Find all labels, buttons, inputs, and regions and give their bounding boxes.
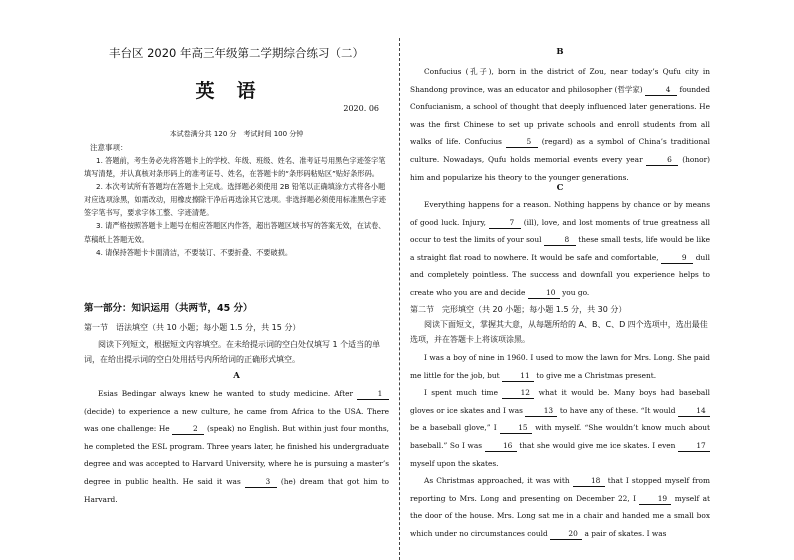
note-item: 2. 本次考试所有答题均在答题卡上完成。选择题必须使用 2B 铅笔以正确填涂方式将各小题对应选项涂黑，如需改动，用橡皮擦除干净后再选涂其它选项。非选择题必须使用标准黑色字迹签字笔书写，要求字体工整、字迹清楚。 — [84, 182, 386, 218]
cloze-passage — [410, 349, 710, 543]
passage-text: myself upon the skates. — [410, 458, 499, 468]
blank-13[interactable]: 13 — [525, 405, 557, 417]
passage-text: Everything happens for a reason. Nothing happens by chance or by means of good luck. Injury, — [410, 200, 710, 227]
passage-text: (regard) as a symbol of China’s traditional culture. Nowadays, Qufu holds memorial events every year — [410, 137, 710, 164]
passage-text: you go. — [562, 287, 590, 297]
passage-text: I was a boy of nine in 1960. I used to mow the lawn for Mrs. Long. She paid me little for the job, but — [410, 353, 710, 380]
passage-text: (honor) him and popularize his theory to the younger generations. — [410, 154, 710, 182]
passage-a — [84, 385, 389, 508]
blank-15[interactable]: 15 — [500, 422, 532, 434]
passage-text: As Christmas approached, it was with — [424, 476, 570, 486]
passage-text: (he) dream that got him to Harvard. — [84, 476, 389, 504]
blank-19[interactable]: 19 — [639, 493, 671, 505]
exam-title: 丰台区 2020 年高三年级第二学期综合练习（二） — [108, 46, 365, 60]
passage-text: that I stopped myself from reporting to Mrs. Long and presenting on December 22, I — [410, 476, 710, 503]
exam-info: 本试卷满分共 120 分 考试时间 100 分钟 — [169, 130, 304, 138]
passage-text: (speak) no English. But within just four months, he completed the ESL program. Three years later, he finished his undergraduate degree and was accepted to Harvard University, where he is pursuing a master’s degree in public health. He said it was — [84, 424, 389, 486]
section2-heading: 第二节 完形填空（共 20 小题；每小题 1.5 分，共 30 分） — [410, 305, 627, 314]
passage-text: these small tests, life would be like a straight flat road to nowhere. It would be safe and comfortable, — [410, 235, 710, 262]
column-divider — [399, 38, 400, 560]
passage-c — [410, 196, 710, 302]
blank-5[interactable]: 5 — [506, 136, 538, 148]
instruction-text: 阅读下列短文，根据短文内容填空。在未给提示词的空白处仅填写 1 个适当的单词，在给出提示词的空白处用括号内所给词的正确形式填空。 — [84, 340, 381, 364]
passage-b-label: B — [556, 47, 564, 57]
blank-18[interactable]: 18 — [573, 475, 605, 487]
passage-text: be a baseball glove,” I — [410, 423, 497, 433]
passage-a-label: A — [233, 371, 240, 381]
passage-text: founded Confucianism, a school of thought that deeply influenced later generations. He was the first Chinese to set up private schools and enroll students from all walks of life. Confucius — [410, 84, 710, 147]
blank-8[interactable]: 8 — [544, 234, 576, 246]
blank-3[interactable]: 3 — [245, 476, 277, 488]
notes-heading: 注意事项： — [90, 143, 128, 152]
blank-17[interactable]: 17 — [678, 440, 710, 452]
blank-2[interactable]: 2 — [172, 423, 204, 435]
passage-text: Esias Bedingar always knew he wanted to study medicine. After — [98, 389, 354, 398]
section2-instruction — [410, 317, 710, 347]
passage-text: (decide) to experience a new culture, he came from Africa to the USA. There was one challenge: He — [84, 406, 389, 434]
blank-16[interactable]: 16 — [485, 440, 517, 452]
blank-6[interactable]: 6 — [646, 154, 678, 166]
passage-text: to give me a Christmas present. — [536, 370, 657, 380]
exam-date: 2020. 06 — [343, 104, 379, 113]
blank-9[interactable]: 9 — [661, 252, 693, 264]
part1-heading: 第一部分：知识运用（共两节，45 分） — [84, 303, 253, 314]
passage-c-label: C — [556, 183, 564, 193]
blank-1[interactable]: 1 — [357, 388, 389, 400]
passage-text: myself at the door of the house. Mrs. Long sat me in a chair and handed me a small box which under no circumstances could — [410, 493, 710, 538]
blank-14[interactable]: 14 — [678, 405, 710, 417]
blank-7[interactable]: 7 — [489, 217, 521, 229]
passage-b — [410, 63, 710, 186]
passage-text: that she would give me ice skates. I even — [519, 440, 676, 450]
section1-heading: 第一节 语法填空（共 10 小题；每小题 1.5 分，共 15 分） — [84, 323, 301, 332]
subject-title: 英语 — [195, 80, 278, 102]
note-item: 3. 请严格按照答题卡上题号在相应答题区内作答，超出答题区域书写的答案无效，在试卷、草稿纸上答题无效。 — [84, 221, 386, 244]
note-item: 1. 答题前，考生务必先将答题卡上的学校、年级、班级、姓名、准考证号用黑色字迹签字笔填写清楚，并认真核对条形码上的准考证号、姓名，在答题卡的“条形码粘贴区”贴好条形码。 — [84, 156, 386, 179]
section1-instruction — [84, 337, 389, 367]
passage-text: a pair of skates. I was — [584, 528, 667, 538]
note-item: 4. 请保持答题卡卡面清洁，不要装订、不要折叠、不要破损。 — [96, 247, 293, 257]
passage-text: (ill), love, and lost moments of true greatness all occur to test the limits of your soul — [410, 217, 710, 245]
passage-text: what it would be. Many boys had baseball gloves or ice skates and I was — [410, 388, 710, 415]
passage-text: I spent much time — [424, 388, 498, 398]
passage-text: Confucius (孔子), born in the district of Zou, near today’s Qufu city in Shandong province, was an educator and philosopher (哲学家) — [410, 67, 710, 94]
blank-20[interactable]: 20 — [550, 528, 582, 540]
passage-text: dull and completely pointless. The success and downfall you experience helps to create who you are and decide — [410, 252, 710, 297]
blank-11[interactable]: 11 — [502, 370, 534, 382]
passage-text: with myself. “She wouldn’t know much about baseball.” So I was — [410, 423, 711, 450]
notes-list — [84, 154, 389, 259]
instruction-text: 阅读下面短文，掌握其大意，从每题所给的 A、B、C、D 四个选项中，选出最佳选项，并在答题卡上将该项涂黑。 — [410, 320, 708, 344]
passage-text: to have any of these. “It would — [559, 405, 676, 415]
blank-10[interactable]: 10 — [528, 287, 560, 299]
blank-4[interactable]: 4 — [645, 84, 677, 96]
blank-12[interactable]: 12 — [502, 387, 534, 399]
